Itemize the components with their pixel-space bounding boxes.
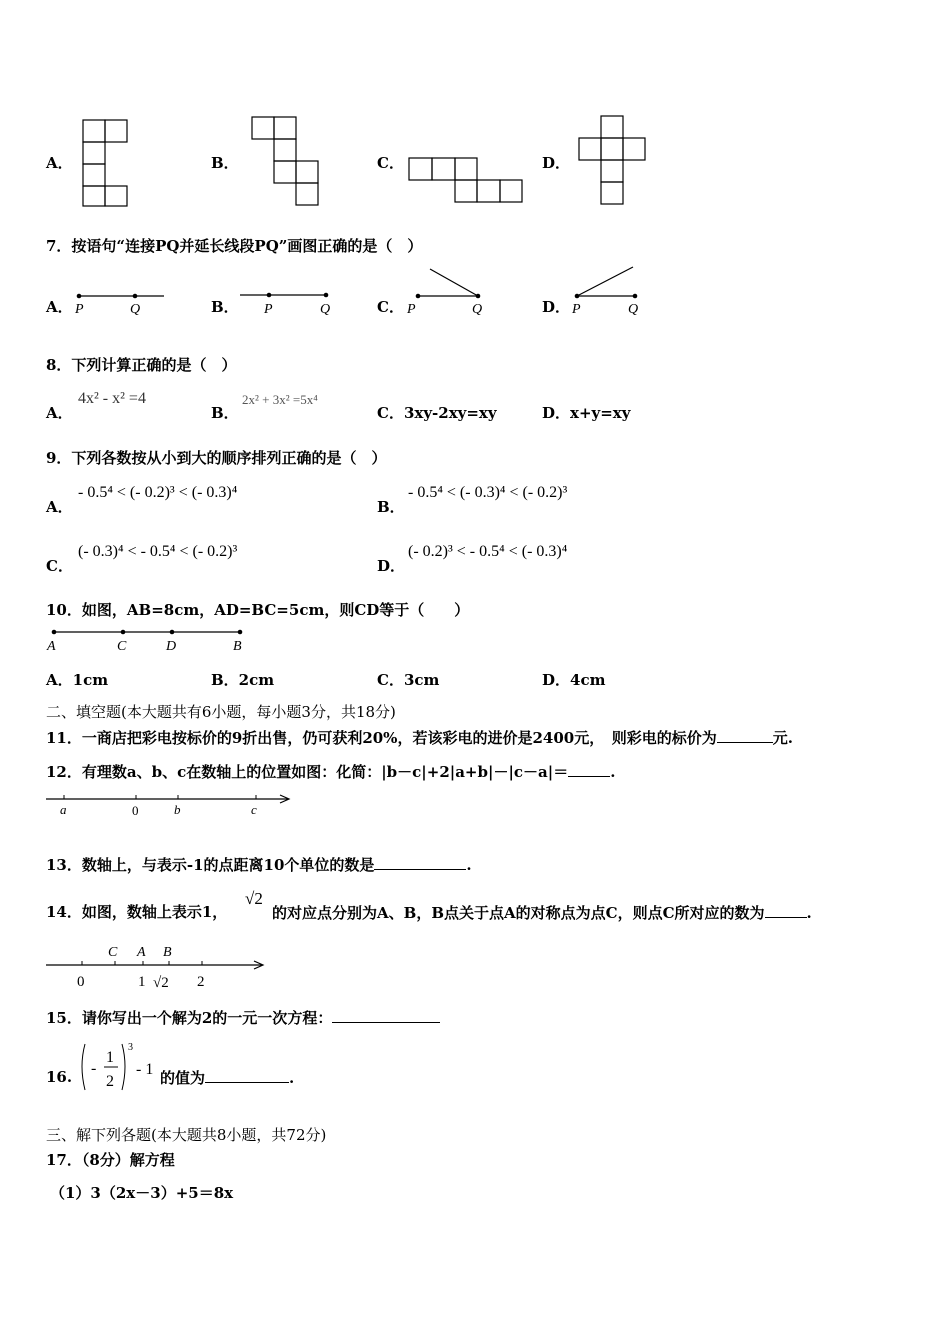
q7-c-p-label: P <box>407 302 416 317</box>
q10-point-c: C <box>117 639 127 654</box>
q8-option-a-expr: 4x² - x² =4 <box>78 390 146 407</box>
q10-option-c: C．3cm <box>377 671 440 689</box>
q16-expression <box>78 1040 162 1096</box>
q11-answer-blank[interactable] <box>717 728 773 743</box>
q10-point-a: A <box>47 639 56 654</box>
q16-tail: . <box>289 1069 295 1087</box>
q8-option-d: D．x+y=xy <box>542 404 631 422</box>
q10-point-d: D <box>166 639 177 654</box>
q9-option-d-label: D． <box>377 557 406 575</box>
q12-label-a: a <box>60 802 67 817</box>
q14-line-rest <box>272 903 812 922</box>
q14-label-a: A <box>137 945 146 960</box>
q13-answer-blank[interactable] <box>374 855 466 870</box>
q11-line <box>46 728 793 747</box>
q7-b-p-label: P <box>264 302 273 317</box>
q16-frac-denominator: 2 <box>106 1073 114 1090</box>
q8-option-a-label: A． <box>46 404 73 422</box>
q16-number: 16. <box>46 1068 73 1086</box>
q7-a-p-label: P <box>75 302 84 317</box>
q9-option-b-expr: - 0.5⁴ < (- 0.3)⁴ < (- 0.2)³ <box>408 484 568 501</box>
q7-option-c-label: C． <box>377 298 404 316</box>
q16-answer-blank[interactable] <box>205 1068 289 1083</box>
q16-line <box>160 1068 294 1087</box>
q7-d-q-label: Q <box>628 302 639 317</box>
q9-option-c-expr: (- 0.3)⁴ < - 0.5⁴ < (- 0.2)³ <box>78 543 238 560</box>
q16-frac-numerator: 1 <box>106 1049 114 1066</box>
q7-d-p-label: P <box>572 302 581 317</box>
q14-stem-pre: 14．如图，数轴上表示1， <box>46 903 228 921</box>
q6-option-a-label: A． <box>46 154 73 172</box>
q10-point-b: B <box>233 639 242 654</box>
q10-stem: 10．如图，AB=8cm，AD=BC=5cm，则CD等于（ ） <box>46 601 470 619</box>
q14-answer-blank[interactable] <box>765 903 807 918</box>
q8-option-b-label: B． <box>211 404 239 422</box>
q12-stem: 12．有理数a、b、c在数轴上的位置如图：化简：|b－c|+2|a+b|－|c－a|＝ <box>46 763 569 781</box>
q12-label-b: b <box>174 802 181 817</box>
q10-segment-figure <box>44 624 254 656</box>
q13-line <box>46 855 472 874</box>
q7-figure-b <box>236 285 336 319</box>
q7-figure-a <box>70 285 170 319</box>
q6-option-d-label: D． <box>542 154 571 172</box>
q6-net-b-figure <box>249 115 321 209</box>
section-3-heading: 三、解下列各题(本大题共8小题，共72分) <box>46 1126 327 1144</box>
q7-figure-d <box>566 265 656 319</box>
q17-stem: 17．（8分）解方程 <box>46 1151 175 1169</box>
q12-label-0: 0 <box>132 803 139 818</box>
q7-c-q-label: Q <box>472 302 483 317</box>
q14-tick-0: 0 <box>77 974 85 990</box>
q10-option-d: D．4cm <box>542 671 606 689</box>
q11-stem: 11．一商店把彩电按标价的9折出售，仍可获利20%，若该彩电的进价是2400元， 则彩电的标价为 <box>46 729 717 747</box>
q7-option-b-label: B． <box>211 298 239 316</box>
q10-option-b: B．2cm <box>211 671 275 689</box>
q14-stem-post: 的对应点分别为A、B，B点关于点A的对称点为点C，则点C所对应的数为 <box>272 904 765 922</box>
q10-option-a: A．1cm <box>46 671 109 689</box>
q9-option-d-expr: (- 0.2)³ < - 0.5⁴ < (- 0.3)⁴ <box>408 543 568 560</box>
q14-label-b: B <box>163 945 172 960</box>
q15-stem: 15．请你写出一个解为2的一元一次方程： <box>46 1009 333 1027</box>
q16-minus: - <box>91 1060 97 1077</box>
q7-b-q-label: Q <box>320 302 331 317</box>
q8-option-b-expr: 2x² + 3x² =5x⁴ <box>242 392 318 407</box>
q6-option-c-label: C． <box>377 154 404 172</box>
q7-figure-c <box>402 265 502 319</box>
q9-option-c-label: C． <box>46 557 73 575</box>
q14-tick-1: 1 <box>138 974 146 990</box>
q7-option-a-label: A． <box>46 298 73 316</box>
q7-a-q-label: Q <box>130 302 141 317</box>
q16-stem: 的值为 <box>160 1069 206 1087</box>
q14-sqrt2-inline: √2 <box>245 889 263 908</box>
q6-net-d-figure <box>577 114 649 208</box>
q9-option-b-label: B． <box>377 498 405 516</box>
q9-stem: 9．下列各数按从小到大的顺序排列正确的是（ ） <box>46 449 387 467</box>
q12-answer-blank[interactable] <box>568 762 610 777</box>
q7-option-d-label: D． <box>542 298 571 316</box>
q14-tick-sqrt2: √2 <box>153 975 169 991</box>
q14-tick-2: 2 <box>197 974 205 990</box>
q13-tail: . <box>466 856 472 874</box>
q15-answer-blank[interactable] <box>332 1008 440 1023</box>
q12-number-line <box>44 790 296 820</box>
q17-sub1: （1）3（2x－3）+5＝8x <box>50 1184 234 1202</box>
q13-stem: 13．数轴上，与表示-1的点距离10个单位的数是 <box>46 856 375 874</box>
q9-option-a-expr: - 0.5⁴ < (- 0.2)³ < (- 0.3)⁴ <box>78 484 238 501</box>
q14-number-line <box>44 940 266 992</box>
q9-option-a-label: A． <box>46 498 73 516</box>
q12-line <box>46 762 615 781</box>
q8-stem: 8．下列计算正确的是（ ） <box>46 356 237 374</box>
q7-stem: 7．按语句“连接PQ并延长线段PQ”画图正确的是（ ） <box>46 237 423 255</box>
q12-tail: . <box>610 763 616 781</box>
section-2-heading: 二、填空题(本大题共有6小题，每小题3分，共18分) <box>46 703 396 721</box>
q14-label-c: C <box>108 945 118 960</box>
q16-minus-one: - 1 <box>136 1061 154 1078</box>
q6-net-c-figure <box>407 156 525 206</box>
q15-line <box>46 1008 440 1027</box>
q6-net-a-figure <box>80 117 130 209</box>
q8-option-c: C．3xy-2xy=xy <box>377 404 497 422</box>
q14-tail: . <box>806 904 812 922</box>
q14-line <box>46 903 227 921</box>
q12-label-c: c <box>251 802 257 817</box>
q11-tail: 元. <box>772 729 793 747</box>
q6-option-b-label: B． <box>211 154 239 172</box>
q16-exponent: 3 <box>128 1042 133 1053</box>
